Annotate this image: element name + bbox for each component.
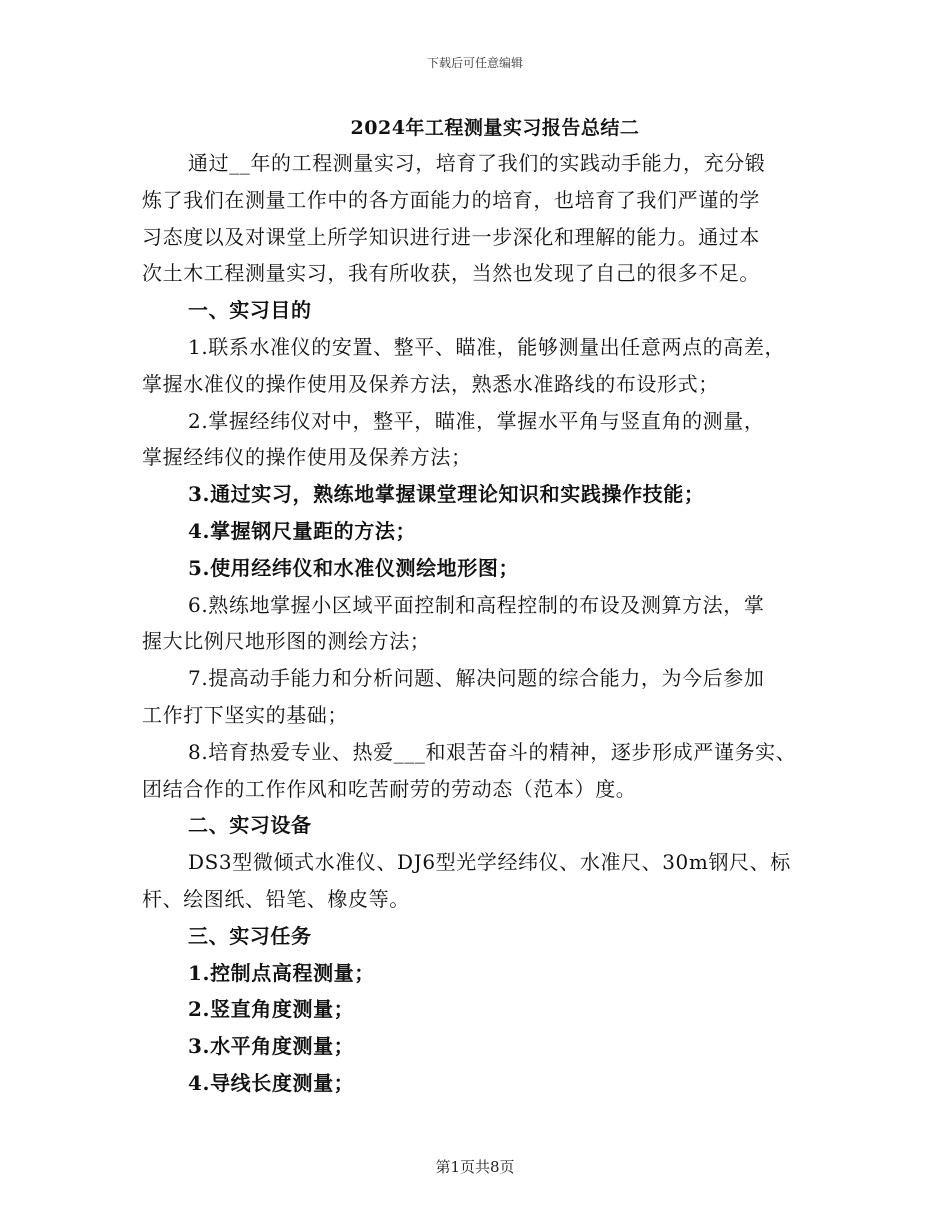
paragraph-line: 握大比例尺地形图的测绘方法； [142,629,431,654]
section-heading-line: 二、实习设备 [188,813,312,838]
paragraph-line: 团结合作的工作作风和吃苦耐劳的劳动态（范本）度。 [142,776,637,801]
section-heading-line: 3.通过实习，熟练地掌握课堂理论知识和实践操作技能； [188,482,705,507]
paragraph-line: 掌握水准仪的操作使用及保养方法，熟悉水准路线的布设形式； [142,371,719,396]
section-heading-line: 三、实习任务 [188,923,312,948]
paragraph-line: 8.培育热爱专业、热爱___和艰苦奋斗的精神，逐步形成严谨务实、 [188,739,797,764]
section-heading-line: 一、实习目的 [188,298,312,323]
section-heading-line: 2.竖直角度测量； [188,997,355,1022]
paragraph-line: 习态度以及对课堂上所学知识进行进一步深化和理解的能力。通过本 [142,224,760,249]
paragraph-line: 炼了我们在测量工作中的各方面能力的培育，也培育了我们严谨的学 [142,187,760,212]
paragraph-line: 1.联系水准仪的安置、整平、瞄准，能够测量出任意两点的高差， [188,334,786,359]
section-heading-line: 4.掌握钢尺量距的方法； [188,518,417,543]
section-heading-line: 3.水平角度测量； [188,1034,355,1059]
paragraph-line: 杆、绘图纸、铅笔、橡皮等。 [142,886,410,911]
document-body [142,145,832,1102]
section-heading-line: 1.控制点高程测量； [188,960,375,985]
paragraph-line: 次土木工程测量实习，我有所收获，当然也发现了自己的很多不足。 [142,261,760,286]
document-title: 2024年工程测量实习报告总结二 [350,117,640,139]
section-heading-line: 4.导线长度测量； [188,1070,355,1095]
paragraph-line: 掌握经纬仪的操作使用及保养方法； [142,445,472,470]
paragraph-line: 6.熟练地掌握小区域平面控制和高程控制的布设及测算方法，掌 [188,592,765,617]
paragraph-line: DS3型微倾式水准仪、DJ6型光学经纬仪、水准尺、30m钢尺、标 [188,850,791,875]
paragraph-line: 工作打下坚实的基础； [142,702,348,727]
section-heading-line: 5.使用经纬仪和水准仪测绘地形图； [188,555,520,580]
header-note: 下载后可任意编辑 [426,56,523,70]
paragraph-line: 7.提高动手能力和分析问题、解决问题的综合能力，为今后参加 [188,666,765,691]
paragraph-line: 通过__年的工程测量实习，培育了我们的实践动手能力，充分锻 [188,151,766,175]
page-number: 第1页共8页 [435,1158,515,1176]
paragraph-line: 2.掌握经纬仪对中，整平，瞄准，掌握水平角与竖直角的测量， [188,408,765,433]
